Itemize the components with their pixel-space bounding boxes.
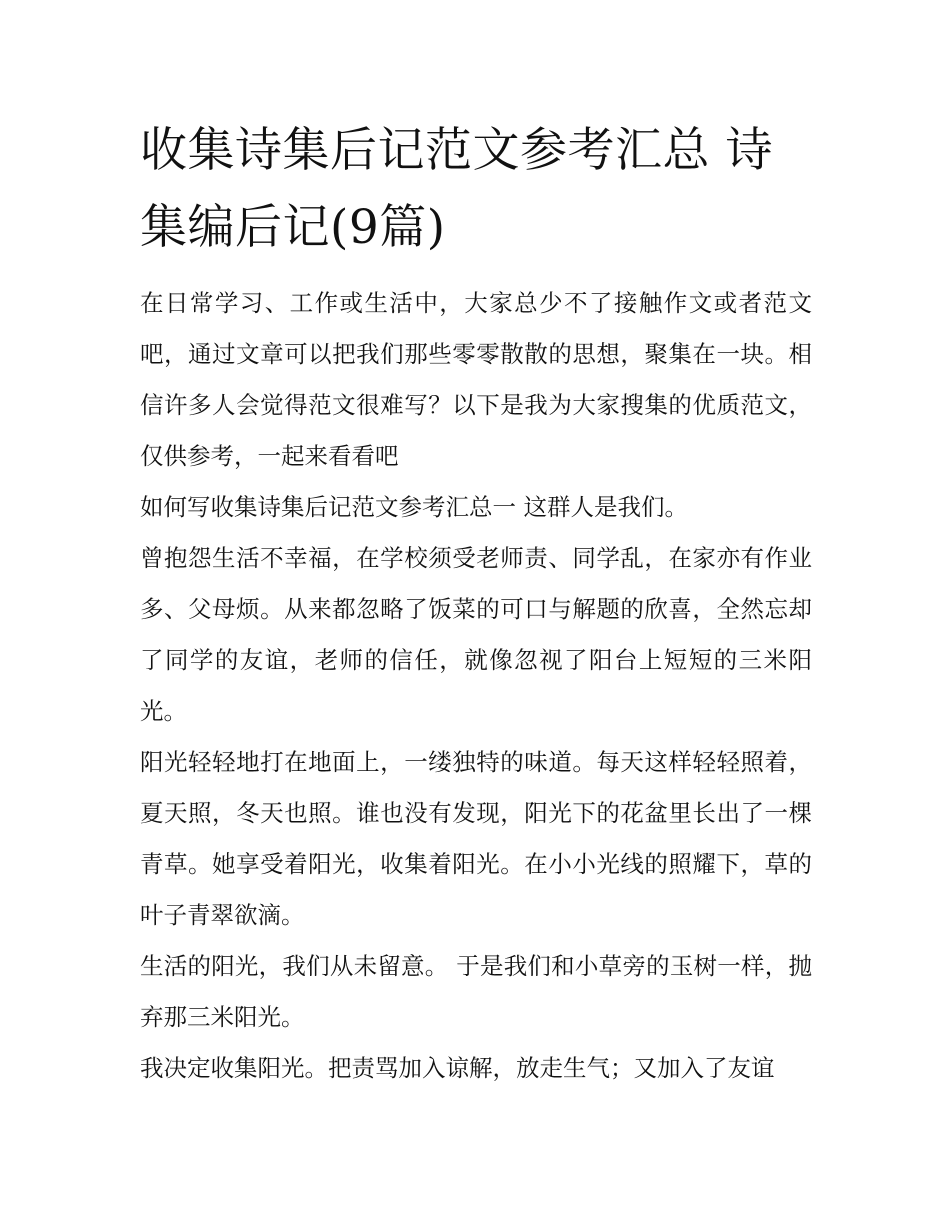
document-title: 收集诗集后记范文参考汇总 诗集编后记(9篇) xyxy=(140,123,773,255)
paragraph-heading-one: 如何写收集诗集后记范文参考汇总一 这群人是我们。 xyxy=(140,493,688,521)
paragraph-decision: 我决定收集阳光。把责骂加入谅解，放走生气；又加入了友谊 xyxy=(140,1054,775,1082)
paragraph-sunlight: 阳光轻轻地打在地面上，一缕独特的味道。每天这样轻轻照着，夏天照，冬天也照。谁也没有发现，阳光下的花盆里长出了一棵青草。她享受着阳光，收集着阳光。在小小光线的照耀下，草的叶子青翠欲滴。 xyxy=(140,748,812,929)
paragraph-intro: 在日常学习、工作或生活中，大家总少不了接触作文或者范文吧，通过文章可以把我们那些零零散散的思想，聚集在一块。相信许多人会觉得范文很难写？以下是我为大家搜集的优质范文，仅供参考，一起来看看吧 xyxy=(140,289,812,470)
document-page xyxy=(140,112,812,1094)
paragraph-neglect: 生活的阳光，我们从未留意。 于是我们和小草旁的玉树一样，抛弃那三米阳光。 xyxy=(140,952,812,1031)
paragraph-complaint: 曾抱怨生活不幸福，在学校须受老师责、同学乱，在家亦有作业多、父母烦。从来都忽略了饭菜的可口与解题的欣喜，全然忘却了同学的友谊，老师的信任，就像忽视了阳台上短短的三米阳光。 xyxy=(140,544,812,725)
document-body xyxy=(140,278,812,1094)
